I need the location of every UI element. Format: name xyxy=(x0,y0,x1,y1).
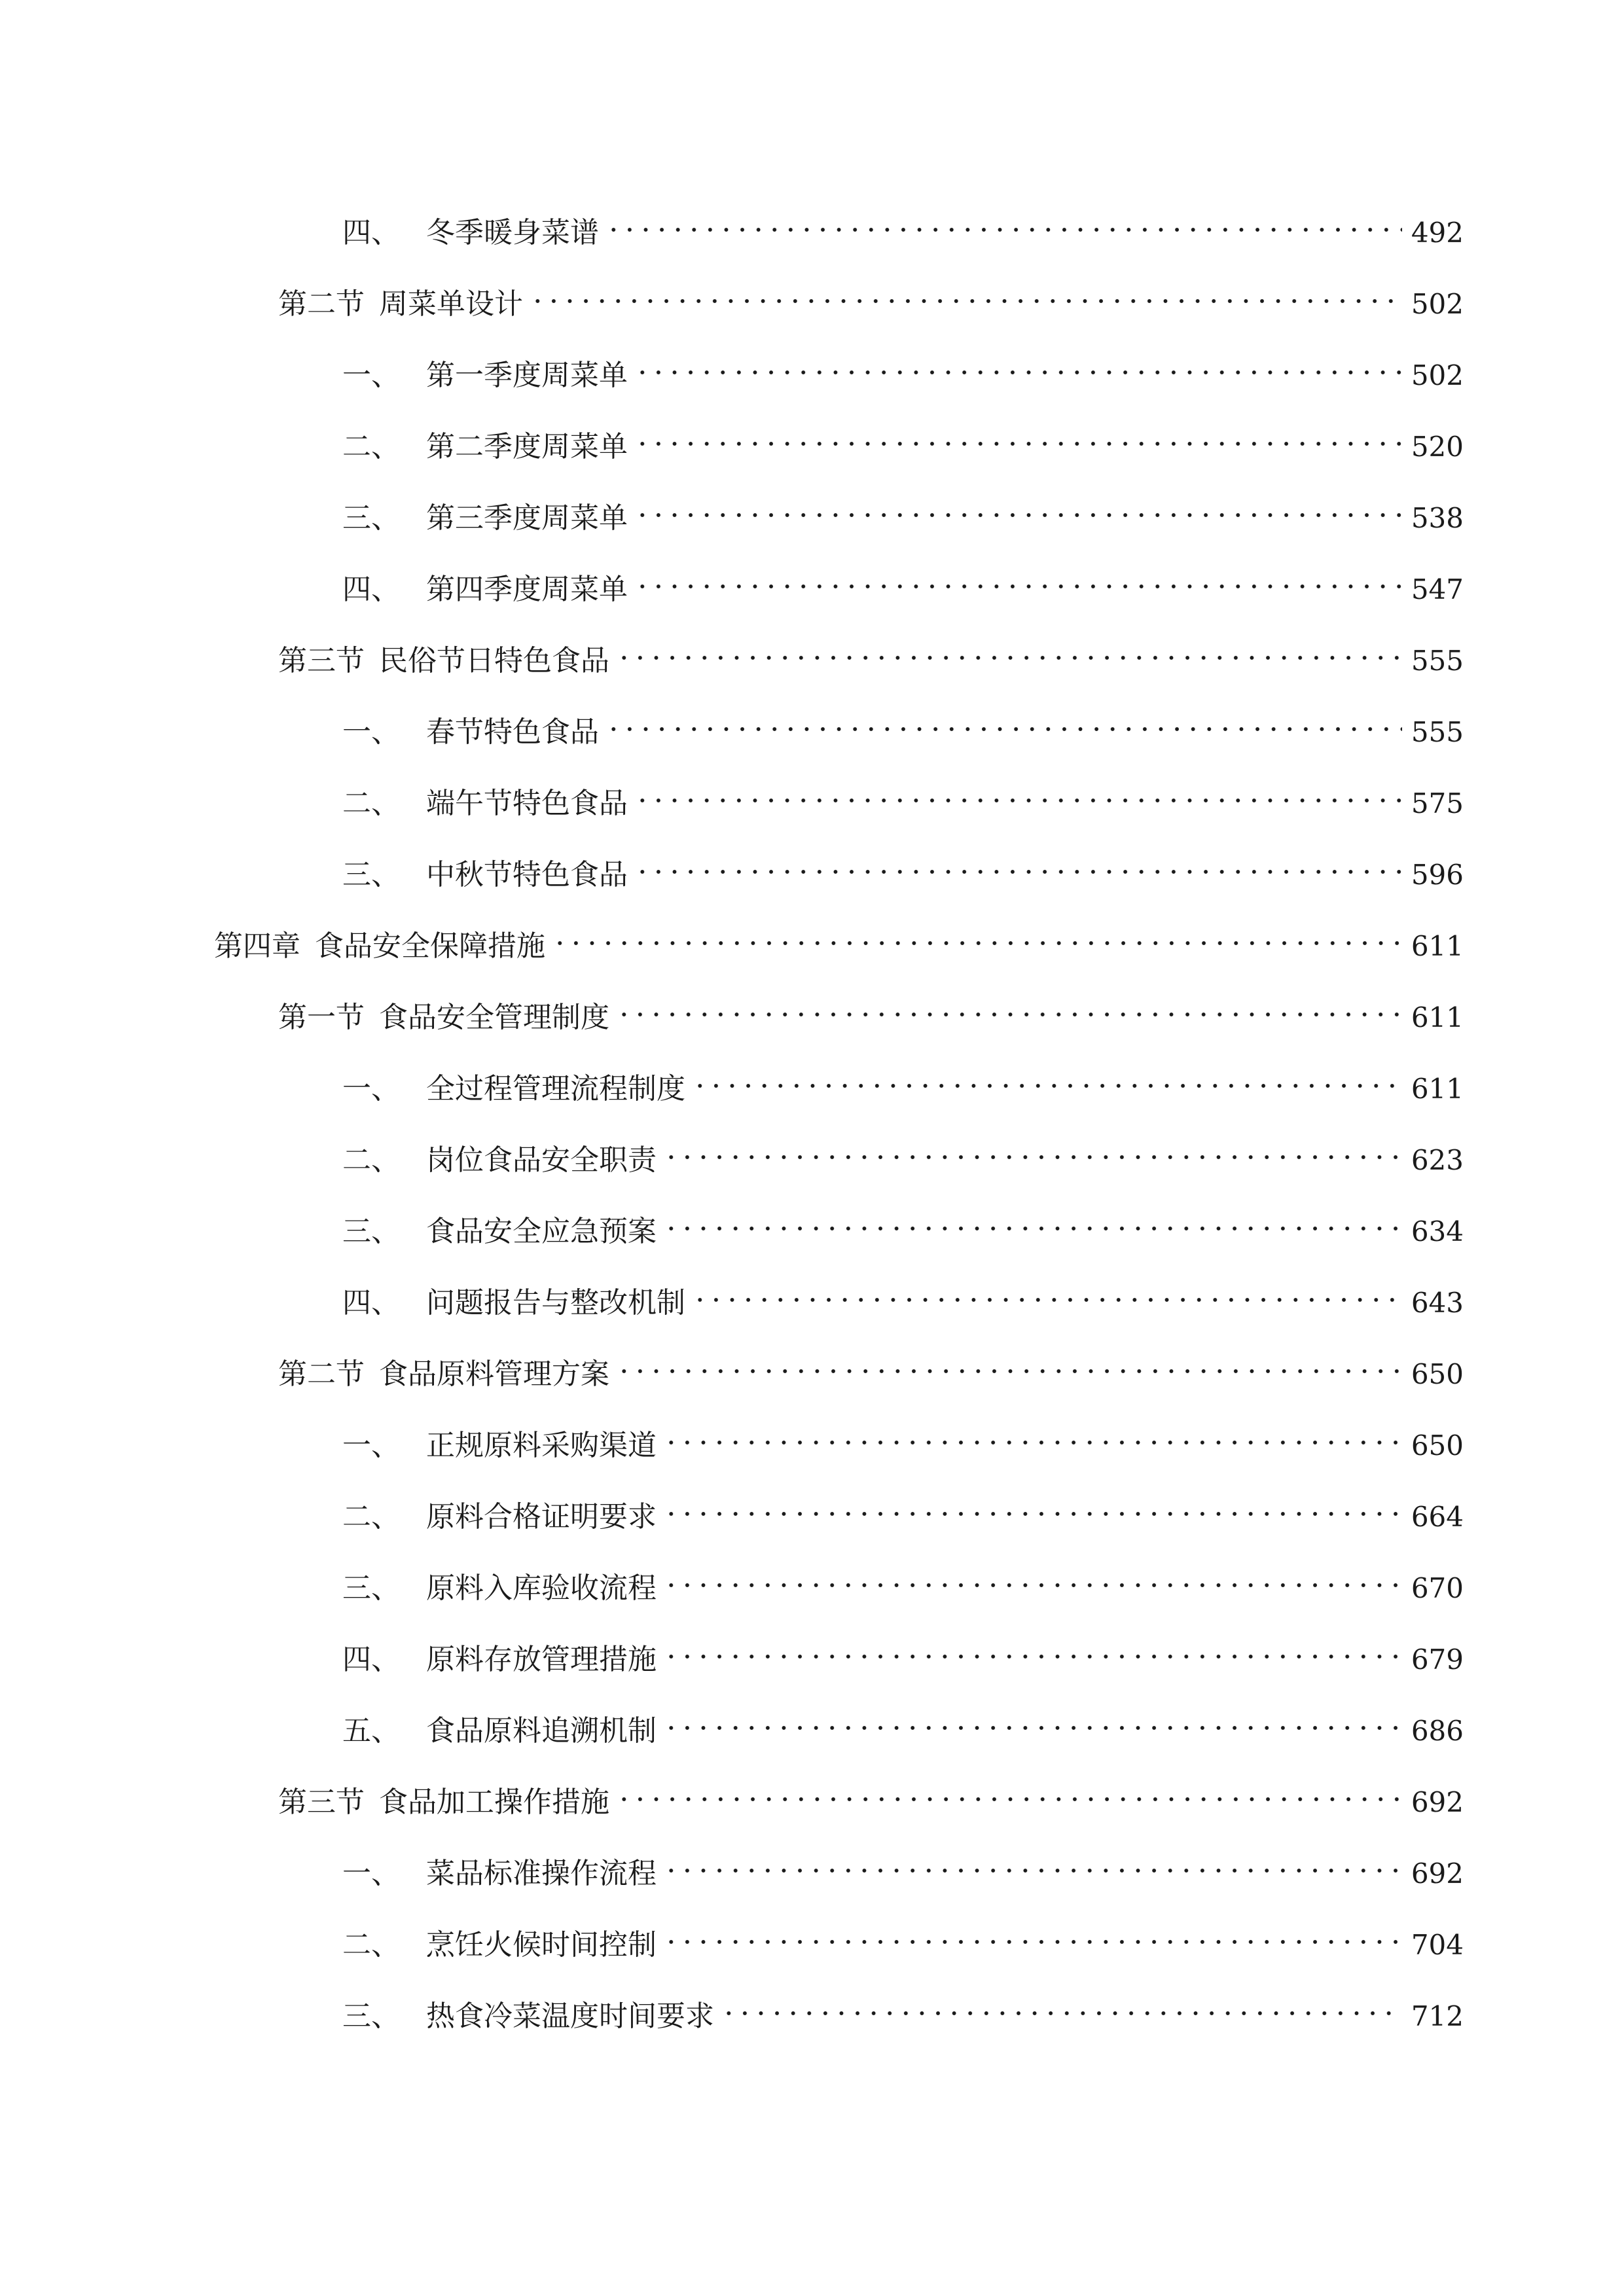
toc-entry[interactable] xyxy=(342,767,1464,820)
dot-leader xyxy=(605,696,1402,742)
toc-entry-number: 三、 xyxy=(342,1571,400,1605)
toc-entry-number: 三、 xyxy=(342,858,400,891)
toc-entry[interactable] xyxy=(342,696,1464,749)
dot-leader xyxy=(616,1338,1402,1384)
toc-entry-number: 一、 xyxy=(342,1429,400,1462)
toc-entry-number: 一、 xyxy=(342,359,400,392)
toc-entry-number: 四、 xyxy=(342,1643,400,1676)
toc-entry-number: 三、 xyxy=(342,501,400,535)
toc-entry[interactable] xyxy=(342,1552,1464,1605)
toc-entry-number: 一、 xyxy=(342,715,400,749)
toc-entry-title: 端午节特色食品 xyxy=(426,787,628,820)
dot-leader xyxy=(634,767,1402,813)
toc-entry-title: 原料合格证明要求 xyxy=(426,1500,657,1534)
toc-entry-page: 686 xyxy=(1411,1715,1464,1747)
toc-entry-number: 三、 xyxy=(342,2000,400,2033)
toc-entry-page: 643 xyxy=(1411,1287,1464,1319)
toc-entry-title: 问题报告与整改机制 xyxy=(426,1286,685,1319)
toc-entry-page: 611 xyxy=(1411,1001,1464,1033)
toc-entry-title: 原料存放管理措施 xyxy=(426,1643,657,1676)
toc-entry-number: 第三节 xyxy=(278,644,365,677)
toc-entry-title: 春节特色食品 xyxy=(426,715,599,749)
toc-entry[interactable] xyxy=(342,1837,1464,1890)
toc-entry-page: 650 xyxy=(1411,1358,1464,1390)
toc-entry-page: 664 xyxy=(1411,1501,1464,1533)
dot-leader xyxy=(530,268,1402,314)
toc-entry-page: 492 xyxy=(1411,217,1464,249)
toc-entry-page: 502 xyxy=(1411,359,1464,391)
toc-entry[interactable] xyxy=(278,624,1464,677)
toc-entry-title: 食品安全应急预案 xyxy=(426,1215,657,1248)
toc-entry[interactable] xyxy=(342,553,1464,606)
toc-entry-title: 岗位食品安全职责 xyxy=(426,1143,657,1177)
toc-entry-number: 二、 xyxy=(342,430,400,463)
dot-leader xyxy=(663,1552,1402,1598)
toc-entry[interactable] xyxy=(342,339,1464,392)
toc-entry[interactable] xyxy=(342,1409,1464,1462)
dot-leader xyxy=(605,196,1402,242)
dot-leader xyxy=(663,1695,1402,1740)
toc-entry-title: 第二季度周菜单 xyxy=(426,430,628,463)
toc-entry-number: 二、 xyxy=(342,1928,400,1962)
toc-entry-page: 623 xyxy=(1411,1144,1464,1176)
dot-leader xyxy=(663,1480,1402,1526)
toc-entry-page: 650 xyxy=(1411,1429,1464,1462)
dot-leader xyxy=(663,1837,1402,1883)
dot-leader xyxy=(663,1195,1402,1241)
toc-entry[interactable] xyxy=(278,981,1464,1034)
toc-entry[interactable] xyxy=(342,1480,1464,1534)
toc-entry[interactable] xyxy=(278,1766,1464,1819)
toc-entry[interactable] xyxy=(342,1052,1464,1105)
toc-entry-page: 520 xyxy=(1411,431,1464,463)
toc-entry-page: 611 xyxy=(1411,1073,1464,1105)
toc-entry-number: 四、 xyxy=(342,216,400,249)
dot-leader xyxy=(663,1909,1402,1954)
dot-leader xyxy=(663,1124,1402,1170)
toc-entry-page: 555 xyxy=(1411,645,1464,677)
toc-entry-number: 第二节 xyxy=(278,287,365,321)
toc-entry-title: 原料入库验收流程 xyxy=(426,1571,657,1605)
toc-entry-title: 全过程管理流程制度 xyxy=(426,1072,685,1105)
dot-leader xyxy=(616,981,1402,1027)
toc-entry-page: 547 xyxy=(1411,573,1464,605)
toc-entry-title: 热食冷菜温度时间要求 xyxy=(426,2000,714,2033)
toc-entry[interactable] xyxy=(342,1124,1464,1177)
toc-entry[interactable] xyxy=(342,1266,1464,1319)
dot-leader xyxy=(634,410,1402,456)
toc-entry-number: 五、 xyxy=(342,1714,400,1748)
toc-entry[interactable] xyxy=(342,838,1464,891)
toc-entry-page: 502 xyxy=(1411,288,1464,320)
toc-entry-number: 一、 xyxy=(342,1857,400,1890)
toc-entry[interactable] xyxy=(342,410,1464,463)
dot-leader xyxy=(634,838,1402,884)
toc-entry-title: 烹饪火候时间控制 xyxy=(426,1928,657,1962)
toc-entry-title: 菜品标准操作流程 xyxy=(426,1857,657,1890)
dot-leader xyxy=(634,339,1402,385)
dot-leader xyxy=(663,1623,1402,1669)
toc-entry-page: 692 xyxy=(1411,1786,1464,1818)
toc-entry-title: 第三季度周菜单 xyxy=(426,501,628,535)
toc-entry[interactable] xyxy=(214,910,1464,963)
toc-entry-page: 538 xyxy=(1411,502,1464,534)
toc-entry[interactable] xyxy=(342,1695,1464,1748)
toc-entry-number: 三、 xyxy=(342,1215,400,1248)
toc-entry-title: 食品原料管理方案 xyxy=(379,1357,609,1391)
toc-entry[interactable] xyxy=(342,1195,1464,1248)
toc-entry-page: 692 xyxy=(1411,1857,1464,1890)
toc-entry-number: 一、 xyxy=(342,1072,400,1105)
toc-entry-title: 食品安全保障措施 xyxy=(315,929,545,963)
dot-leader xyxy=(634,553,1402,599)
dot-leader xyxy=(552,910,1402,956)
dot-leader xyxy=(663,1409,1402,1455)
toc-entry-page: 596 xyxy=(1411,859,1464,891)
toc-entry[interactable] xyxy=(342,196,1464,249)
toc-entry[interactable] xyxy=(278,268,1464,321)
toc-entry-title: 食品安全管理制度 xyxy=(379,1001,609,1034)
toc-entry[interactable] xyxy=(342,1623,1464,1676)
toc-entry-number: 第一节 xyxy=(278,1001,365,1034)
toc-entry-page: 634 xyxy=(1411,1215,1464,1247)
toc-entry-page: 679 xyxy=(1411,1643,1464,1676)
dot-leader xyxy=(721,1980,1402,2026)
toc-entry-page: 670 xyxy=(1411,1572,1464,1604)
toc-entry-page: 555 xyxy=(1411,716,1464,748)
toc-entry-title: 正规原料采购渠道 xyxy=(426,1429,657,1462)
toc-entry[interactable] xyxy=(342,1909,1464,1962)
toc-entry-page: 575 xyxy=(1411,787,1464,819)
toc-entry-number: 四、 xyxy=(342,573,400,606)
toc-entry[interactable] xyxy=(278,1338,1464,1391)
toc-entry-page: 704 xyxy=(1411,1929,1464,1961)
dot-leader xyxy=(692,1052,1402,1098)
toc-entry-number: 四、 xyxy=(342,1286,400,1319)
toc-entry-title: 第四季度周菜单 xyxy=(426,573,628,606)
toc-entry-title: 食品加工操作措施 xyxy=(379,1785,609,1819)
toc-entry-title: 冬季暖身菜谱 xyxy=(426,216,599,249)
toc-entry-number: 二、 xyxy=(342,787,400,820)
toc-entry-title: 周菜单设计 xyxy=(379,287,523,321)
dot-leader xyxy=(634,482,1402,528)
dot-leader xyxy=(692,1266,1402,1312)
dot-leader xyxy=(616,624,1402,670)
toc-entry-page: 611 xyxy=(1411,930,1464,962)
toc-entry-number: 二、 xyxy=(342,1143,400,1177)
toc-entry-number: 二、 xyxy=(342,1500,400,1534)
toc-entry-number: 第四章 xyxy=(214,929,300,963)
toc-entry-title: 民俗节日特色食品 xyxy=(379,644,609,677)
toc-entry-number: 第三节 xyxy=(278,1785,365,1819)
toc-entry-page: 712 xyxy=(1411,2000,1464,2032)
toc-entry-title: 中秋节特色食品 xyxy=(426,858,628,891)
toc-entry[interactable] xyxy=(342,482,1464,535)
toc-entry-title: 第一季度周菜单 xyxy=(426,359,628,392)
dot-leader xyxy=(616,1766,1402,1812)
toc-entry[interactable] xyxy=(342,1980,1464,2033)
toc-entry-title: 食品原料追溯机制 xyxy=(426,1714,657,1748)
toc-entry-number: 第二节 xyxy=(278,1357,365,1391)
